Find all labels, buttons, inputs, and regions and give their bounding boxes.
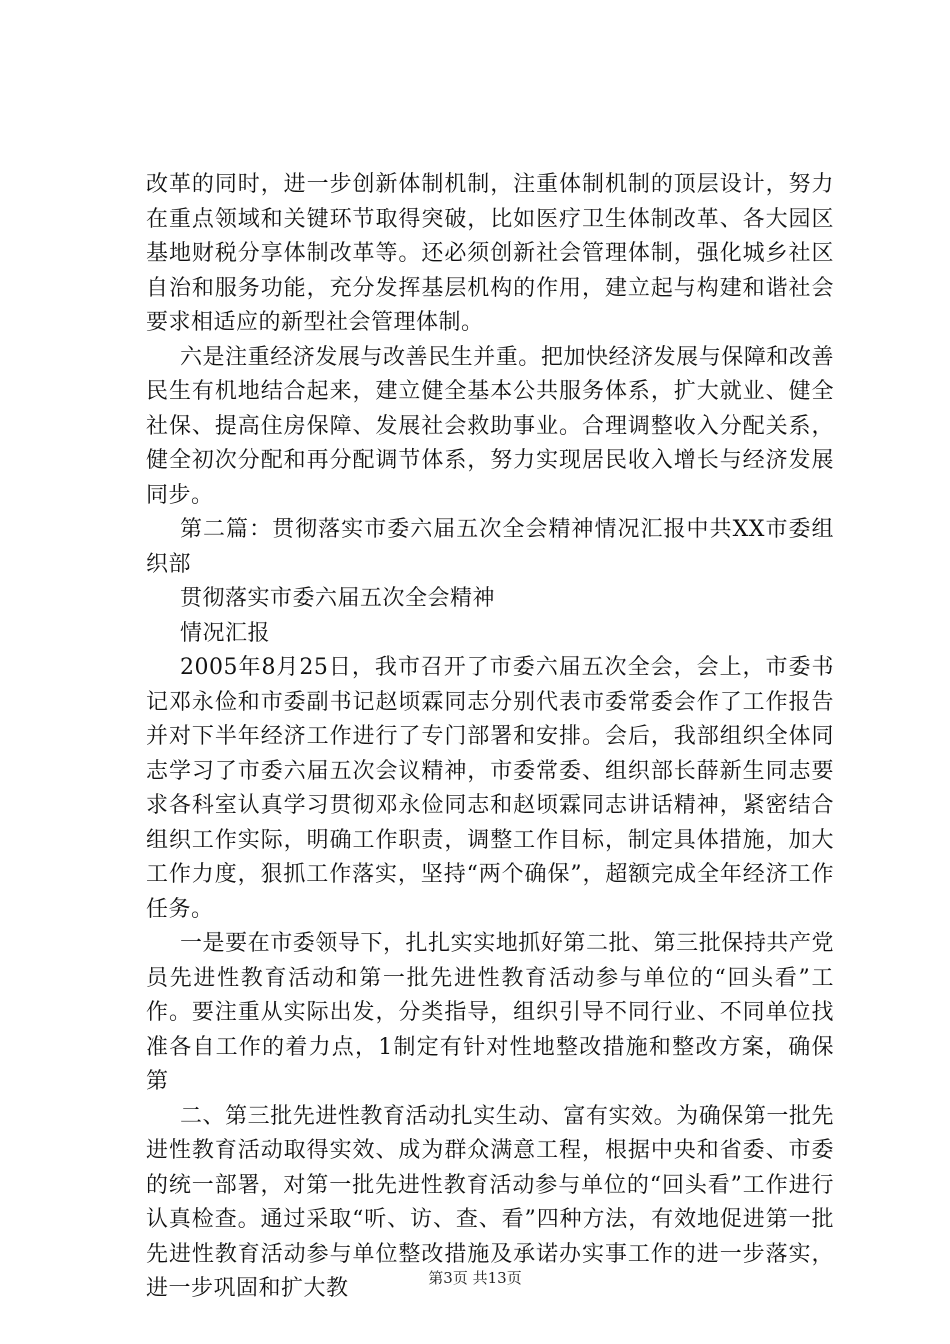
report-title: 贯彻落实市委六届五次全会精神 — [180, 586, 496, 611]
paragraph-5: 二、第三批先进性教育活动扎实生动、富有实效。为确保第一批先进性教育活动取得实效、成为群众满意工程，根据中央和省委、市委的统一部署，对第一批先进性教育活动参与单位的“回头看”工作进行认真检查。通过采取“听、访、查、看”四种方法，有效地促进第一批先进性教育活动参与单位整改措施及承诺办实事工作的进一步落实，进一步巩固和扩大教 — [146, 1103, 834, 1301]
paragraph-4: 一是要在市委领导下，扎扎实实地抓好第二批、第三批保持共产党员先进性教育活动和第一批先进性教育活动参与单位的“回头看”工作。要注重从实际出发，分类指导，组织引导不同行业、不同单位找准各自工作的着力点，1制定有针对性地整改措施和整改方案，确保第 — [146, 931, 834, 1094]
document-body — [146, 168, 834, 1307]
paragraph-3: 2005年8月25日，我市召开了市委六届五次全会，会上，市委书记邓永俭和市委副书记赵顷霖同志分别代表市委常委会作了工作报告并对下半年经济工作进行了专门部署和安排。会后，我部组织全体同志学习了市委六届五次会议精神，市委常委、组织部长薛新生同志要求各科室认真学习贯彻邓永俭同志和赵顷霖同志讲话精神，紧密结合组织工作实际，明确工作职责，调整工作目标，制定具体措施，加大工作力度，狠抓工作落实，坚持“两个确保”，超额完成全年经济工作任务。 — [146, 655, 834, 922]
paragraph-2: 六是注重经济发展与改善民生并重。把加快经济发展与保障和改善民生有机地结合起来，建立健全基本公共服务体系，扩大就业、健全社保、提高住房保障、发展社会救助事业。合理调整收入分配关系，健全初次分配和再分配调节体系，努力实现居民收入增长与经济发展同步。 — [146, 344, 834, 508]
paragraph-1: 改革的同时，进一步创新体制机制，注重体制机制的顶层设计，努力在重点领域和关键环节取得突破，比如医疗卫生体制改革、各大园区基地财税分享体制改革等。还必须创新社会管理体制，强化城乡社区自治和服务功能，充分发挥基层机构的作用，建立起与构建和谐社会要求相适应的新型社会管理体制。 — [146, 172, 834, 335]
section-heading: 第二篇：贯彻落实市委六届五次全会精神情况汇报中共XX市委组织部 — [146, 517, 834, 577]
report-subtitle: 情况汇报 — [180, 620, 271, 646]
page-number: 第3页 共13页 — [428, 1269, 522, 1287]
